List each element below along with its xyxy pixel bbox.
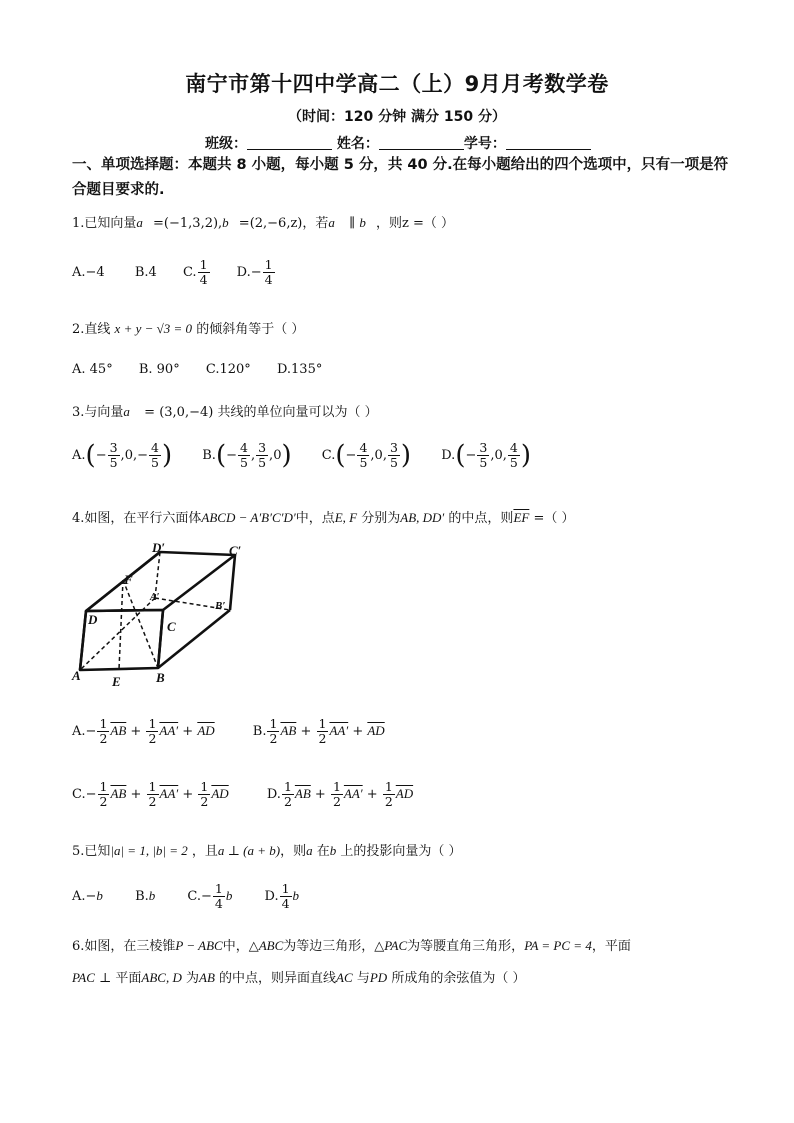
q5-option-c: C.− $\frac{1}{4}$ b (187, 881, 233, 911)
segment-ef (119, 580, 123, 669)
q2-option-b: B. 90° (138, 362, 180, 377)
q1-option-c: C. $\frac{1}{4}$ (182, 257, 208, 287)
q2-options (72, 362, 322, 377)
label-c-prime: C′ (229, 543, 242, 558)
face-top-edges (86, 552, 235, 611)
question-6-line-1: 6.如图，在三棱锥P − ABC中，△ABC为等边三角形，△PAC为等腰直角三角形，PA = PC = 4，平面 (72, 938, 631, 954)
question-4: 4.如图，在平行六面体ABCD − A′B′C′D′中，点E, F 分别为AB, DD′ 的中点，则$\overline{EF}$ =（ ） (72, 510, 575, 526)
q3-options (72, 441, 531, 470)
q5-options (72, 882, 299, 911)
class-label: 班级： (205, 136, 247, 152)
q2-option-c: C.120° (205, 362, 251, 377)
question-2: 2.直线 x + y − √3 = 0 的倾斜角等于（ ） (72, 321, 305, 337)
edge-cc (230, 555, 235, 610)
page-title: 南宁市第十四中学高二（上）9月月考数学卷 (185, 72, 609, 96)
label-d: D (88, 612, 98, 627)
id-label: 学号： (463, 136, 506, 152)
q2-option-d: D.135° (276, 362, 323, 377)
q1-option-b: B.4 (134, 265, 157, 280)
label-d-prime: D′ (152, 540, 166, 555)
q4-options-row2 (72, 780, 413, 809)
parallelepiped-figure (70, 538, 255, 688)
q3-option-b: B.(− $\frac{4}{5}$ , $\frac{3}{5}$ ,0) (202, 440, 292, 471)
label-e: E (112, 674, 121, 688)
label-a-prime: A′ (150, 592, 160, 603)
q5-option-a: A.−b (72, 888, 103, 904)
label-b-prime: B′ (215, 600, 226, 612)
q4-option-c: C.− $\frac{1}{2}$ $\overline{AB}$ + $\frac{1}{2}$ AA′ + $\frac{1}{2}$ $\overline{AD}$ (72, 779, 229, 809)
section-heading: 一、单项选择题：本题共 8 小题，每小题 5 分，共 40 分.在每小题给出的四个选项中，只有一项是符合题目要求的. (72, 157, 729, 198)
q2-option-a: A. 45° (72, 362, 113, 377)
q5-option-b: B.b (135, 888, 156, 904)
question-3: 3.与向量a⃗ = (3,0,−4) 共线的单位向量可以为（ ） (72, 404, 378, 420)
q1-option-d: D.− $\frac{1}{4}$ (236, 257, 273, 287)
q1-options (72, 258, 276, 287)
q3-option-d: D.(− $\frac{3}{5}$ ,0, $\frac{4}{5}$ ) (441, 440, 531, 471)
class-blank (247, 135, 332, 150)
question-5: 5.已知|a| = 1, |b| = 2 ，且a ⊥ (a + b)，则a 在b 上的投影向量为（ ） (72, 843, 462, 859)
name-label: 姓名： (336, 136, 379, 152)
question-1: 1.已知向量a⃗=(−1,3,2),b⃗=(2,−6,z)，若a⃗ ∥ b⃗，则z =（ ） (72, 215, 454, 231)
q5-option-d: D. $\frac{1}{4}$ b (264, 881, 300, 911)
id-blank (506, 135, 591, 150)
q4-option-d: D. $\frac{1}{2}$ $\overline{AB}$ + $\frac{1}{2}$ AA′ + $\frac{1}{2}$ $\overline{AD}$ (266, 779, 414, 809)
label-f: F (124, 572, 133, 587)
q1-option-a: A.−4 (72, 265, 105, 280)
question-6-line-2: PAC ⊥ 平面ABC, D 为AB 的中点，则异面直线AC 与PD 所成角的余弦值为（ ） (72, 970, 526, 986)
q3-option-a: A.(− $\frac{3}{5}$ ,0,− $\frac{4}{5}$ ) (72, 440, 173, 471)
name-blank (379, 135, 464, 150)
label-a: A (72, 668, 81, 683)
student-info-line (205, 133, 591, 153)
q4-options-row1 (72, 717, 385, 746)
exam-subtitle: （时间：120 分钟 满分 150 分） (288, 109, 506, 125)
q3-option-c: C.(− $\frac{4}{5}$ ,0, $\frac{3}{5}$ ) (321, 440, 412, 471)
q4-option-b: B. $\frac{1}{2}$ $\overline{AB}$ + $\frac{1}{2}$ $AA' + \overline{AD}$ (252, 716, 385, 746)
label-b: B (156, 670, 165, 685)
label-c: C (167, 619, 176, 634)
q4-option-a: A.− $\frac{1}{2}$ $\overline{AB}$ + $\frac{1}{2}$ $AA' + \overline{AD}$ (72, 716, 215, 746)
